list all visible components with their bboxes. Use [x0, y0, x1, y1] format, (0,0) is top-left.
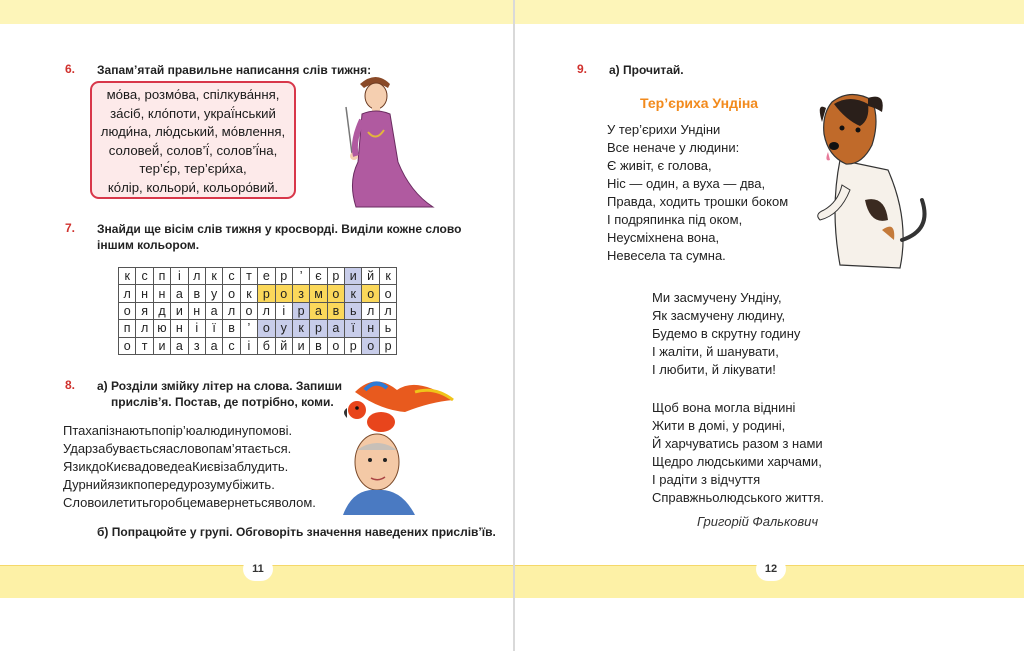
task-8-part-b: б) Попрацюйте у групі. Обговоріть значення наведених прислів’їв.: [97, 525, 496, 539]
task-8-part-a: [97, 378, 342, 410]
task-8-number: 8.: [65, 378, 76, 392]
crossword-cell[interactable]: ь: [379, 320, 396, 337]
poem-stanza-1: [607, 121, 788, 265]
crossword-cell[interactable]: р: [292, 302, 309, 319]
task-7-line: іншим кольором.: [97, 238, 200, 252]
crossword-cell[interactable]: к: [292, 320, 309, 337]
crossword-row: [119, 302, 397, 319]
crossword-cell[interactable]: я: [136, 302, 153, 319]
crossword-cell[interactable]: в: [188, 285, 205, 302]
task-9-instruction: а) Прочитай.: [609, 63, 684, 77]
word-line: за́сіб, кло́поти, украї́нський: [110, 105, 276, 121]
crossword-cell[interactable]: в: [310, 337, 327, 354]
crossword-cell[interactable]: р: [258, 285, 275, 302]
crossword-cell[interactable]: и: [345, 268, 362, 285]
page-number-12: 12: [756, 557, 786, 581]
crossword-cell[interactable]: р: [345, 337, 362, 354]
poem-line: Неусміхнена вона,: [607, 230, 720, 245]
crossword-cell[interactable]: с: [223, 268, 240, 285]
poem-line: Будемо в скрутну годину: [652, 326, 801, 341]
crossword-cell[interactable]: о: [119, 337, 136, 354]
crossword-cell[interactable]: о: [362, 285, 379, 302]
crossword-row: [119, 285, 397, 302]
snake-line: Птахапізнаютьпопір’юалюдинупомові.: [63, 423, 293, 438]
crossword-cell[interactable]: т: [240, 268, 257, 285]
crossword-cell[interactable]: м: [310, 285, 327, 302]
crossword-cell[interactable]: о: [362, 337, 379, 354]
crossword-cell[interactable]: и: [171, 302, 188, 319]
crossword-cell[interactable]: а: [205, 337, 222, 354]
word-line: мо́ва, розмо́ва, спілкува́ння,: [106, 87, 280, 102]
crossword-cell[interactable]: с: [223, 337, 240, 354]
crossword-cell[interactable]: е: [258, 268, 275, 285]
poem-line: Є живіт, є голова,: [607, 158, 712, 173]
poem-line: Щедро людськими харчами,: [652, 454, 822, 469]
poem-stanza-2: [652, 289, 800, 379]
crossword-cell[interactable]: л: [362, 302, 379, 319]
snake-line: Словоилетитьгоробцемавернетьсяволом.: [63, 495, 316, 510]
dog-illustration: [810, 90, 935, 275]
crossword-cell[interactable]: л: [258, 302, 275, 319]
crossword-cell[interactable]: о: [327, 337, 344, 354]
crossword-cell[interactable]: л: [119, 285, 136, 302]
crossword-cell[interactable]: в: [223, 320, 240, 337]
crossword-cell[interactable]: р: [275, 268, 292, 285]
poem-title: Тер’єриха Ундіна: [640, 95, 759, 111]
task-8a-line: прислів’я. Постав, де потрібно, коми.: [111, 395, 334, 409]
crossword-cell[interactable]: о: [258, 320, 275, 337]
poem-line: Ніс — один, а вуха — два,: [607, 176, 766, 191]
crossword-cell[interactable]: й: [275, 337, 292, 354]
crossword-cell[interactable]: и: [153, 337, 170, 354]
crossword-cell[interactable]: п: [153, 268, 170, 285]
crossword-cell[interactable]: з: [292, 285, 309, 302]
crossword-row: [119, 337, 397, 354]
task-6-number: 6.: [65, 62, 76, 76]
crossword-cell[interactable]: о: [240, 302, 257, 319]
crossword-cell[interactable]: ї: [205, 320, 222, 337]
top-band: [0, 0, 513, 24]
lady-illustration: [338, 72, 438, 212]
crossword-cell[interactable]: д: [153, 302, 170, 319]
crossword-cell[interactable]: к: [119, 268, 136, 285]
poem-line: І подряпинка під оком,: [607, 212, 743, 227]
poem-line: Справжньолюдського життя.: [652, 490, 825, 505]
task-9-number: 9.: [577, 62, 588, 76]
task-7-line: Знайди ще вісім слів тижня у кросворді. Виділи кожне слово: [97, 222, 462, 236]
crossword-cell[interactable]: к: [240, 285, 257, 302]
task-7-instruction: [97, 221, 461, 253]
crossword-cell[interactable]: є: [310, 268, 327, 285]
task-8a-line: а) Розділи змійку літер на слова. Запиши: [97, 379, 343, 393]
crossword-cell[interactable]: л: [136, 320, 153, 337]
crossword-cell[interactable]: і: [275, 302, 292, 319]
crossword-cell[interactable]: к: [205, 268, 222, 285]
crossword-cell[interactable]: н: [171, 320, 188, 337]
crossword-cell[interactable]: ’: [240, 320, 257, 337]
crossword-cell[interactable]: р: [327, 268, 344, 285]
crossword-cell[interactable]: і: [240, 337, 257, 354]
page-number-11: 11: [243, 557, 273, 581]
crossword-cell[interactable]: л: [188, 268, 205, 285]
crossword-cell[interactable]: а: [205, 302, 222, 319]
snake-line: Ударзабуваєтьсяасловопам’ятається.: [63, 441, 292, 456]
crossword-cell[interactable]: ю: [153, 320, 170, 337]
crossword-cell[interactable]: к: [345, 285, 362, 302]
crossword-cell[interactable]: і: [171, 268, 188, 285]
words-of-week-box: [90, 81, 296, 199]
snake-line: ЯзикдоКиєвадоведеаКиєвізаблудить.: [63, 459, 289, 474]
poem-line: І радіти з відчуття: [652, 472, 761, 487]
man-with-parrot-illustration: [335, 370, 465, 515]
crossword-cell[interactable]: л: [223, 302, 240, 319]
crossword-cell[interactable]: и: [292, 337, 309, 354]
poem-line: У тер’єрихи Ундіни: [607, 122, 721, 137]
crossword-cell[interactable]: о: [327, 285, 344, 302]
crossword-cell[interactable]: б: [258, 337, 275, 354]
poem-line: Невесела та сумна.: [607, 248, 726, 263]
crossword-cell[interactable]: а: [171, 337, 188, 354]
snake-line: Дурнийязикпопередурозумубіжить.: [63, 477, 275, 492]
poem-line: І жаліти, й шанувати,: [652, 344, 779, 359]
crossword-cell[interactable]: о: [275, 285, 292, 302]
crossword-cell[interactable]: н: [362, 320, 379, 337]
crossword-cell[interactable]: ’: [292, 268, 309, 285]
crossword-row: [119, 320, 397, 337]
crossword-cell[interactable]: у: [205, 285, 222, 302]
crossword-cell[interactable]: л: [379, 302, 396, 319]
word-line: тер’є́р, тер’єри́ха,: [139, 161, 247, 177]
poem-line: Й харчуватись разом з нами: [652, 436, 823, 451]
crossword-cell[interactable]: з: [188, 337, 205, 354]
crossword-cell[interactable]: н: [188, 302, 205, 319]
crossword-cell[interactable]: н: [153, 285, 170, 302]
poem-line: Як засмучену людину,: [652, 308, 786, 323]
crossword-cell[interactable]: ї: [345, 320, 362, 337]
poem-stanza-3: [652, 399, 824, 507]
poem-author: Григорій Фалькович: [697, 514, 819, 529]
crossword-cell[interactable]: т: [136, 337, 153, 354]
crossword-cell[interactable]: с: [136, 268, 153, 285]
poem-line: Щоб вона могла віднині: [652, 400, 796, 415]
crossword-cell[interactable]: к: [379, 268, 396, 285]
word-line: соловей́, солов’ї́, солов’ї́на,: [108, 142, 278, 158]
crossword-cell[interactable]: о: [379, 285, 396, 302]
poem-line: Все неначе у людини:: [607, 140, 740, 155]
crossword-cell[interactable]: й: [362, 268, 379, 285]
top-band: [515, 0, 1024, 24]
crossword-cell[interactable]: н: [136, 285, 153, 302]
word-line: ко́лір, кольори́, кольоро́вий.: [107, 179, 279, 195]
snake-letters: [63, 422, 316, 512]
word-line: люди́на, лю́дський, мо́влення,: [100, 124, 286, 140]
crossword-cell[interactable]: р: [379, 337, 396, 354]
crossword-cell[interactable]: і: [188, 320, 205, 337]
crossword-cell[interactable]: о: [223, 285, 240, 302]
crossword-cell[interactable]: в: [327, 302, 344, 319]
poem-line: Ми засмучену Ундіну,: [652, 290, 782, 305]
crossword-cell[interactable]: а: [310, 302, 327, 319]
crossword-grid[interactable]: [118, 267, 397, 355]
task-7-number: 7.: [65, 221, 76, 235]
task-6-instruction: Запам’ятай правильне написання слів тижня:: [97, 63, 372, 77]
poem-line: Правда, ходить трошки боком: [607, 194, 789, 209]
crossword-cell[interactable]: п: [119, 320, 136, 337]
crossword-cell[interactable]: а: [171, 285, 188, 302]
crossword-cell[interactable]: о: [119, 302, 136, 319]
poem-line: Жити в домі, у родині,: [652, 418, 786, 433]
crossword-cell[interactable]: а: [327, 320, 344, 337]
crossword-cell[interactable]: р: [310, 320, 327, 337]
crossword-row: [119, 268, 397, 285]
poem-line: І любити, й лікувати!: [652, 362, 776, 377]
crossword-cell[interactable]: ь: [345, 302, 362, 319]
crossword-cell[interactable]: у: [275, 320, 292, 337]
